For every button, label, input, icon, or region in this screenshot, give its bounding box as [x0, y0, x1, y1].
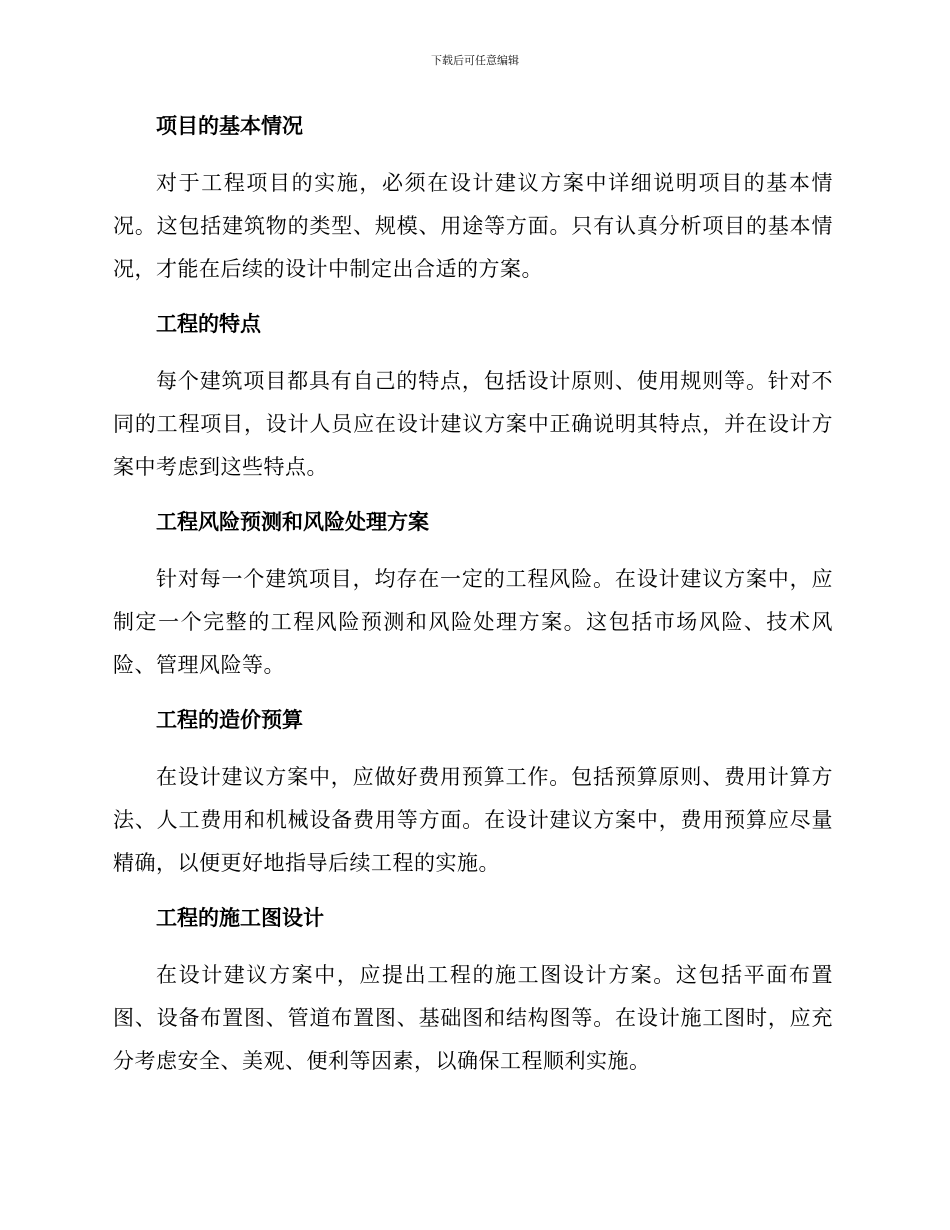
section-heading: 工程的造价预算 — [156, 707, 303, 732]
document-body — [113, 108, 833, 1098]
section-construction-drawings — [113, 900, 833, 1083]
section-paragraph: 在设计建议方案中，应做好费用预算工作。包括预算原则、费用计算方法、人工费用和机械设备费用等方面。在设计建议方案中，费用预算应尽量精确，以便更好地指导后续工程的实施。 — [113, 765, 833, 875]
section-paragraph: 对于工程项目的实施，必须在设计建议方案中详细说明项目的基本情况。这包括建筑物的类型、规模、用途等方面。只有认真分析项目的基本情况，才能在后续的设计中制定出合适的方案。 — [113, 171, 833, 281]
section-risk-plan — [113, 504, 833, 687]
page-header: 下载后可任意编辑 — [431, 54, 519, 67]
section-cost-budget — [113, 702, 833, 885]
section-paragraph: 在设计建议方案中，应提出工程的施工图设计方案。这包括平面布置图、设备布置图、管道布置图、基础图和结构图等。在设计施工图时，应充分考虑安全、美观、便利等因素，以确保工程顺利实施。 — [113, 963, 833, 1073]
section-heading: 工程风险预测和风险处理方案 — [156, 509, 429, 534]
section-heading: 工程的特点 — [156, 311, 261, 336]
section-paragraph: 针对每一个建筑项目，均存在一定的工程风险。在设计建议方案中，应制定一个完整的工程风险预测和风险处理方案。这包括市场风险、技术风险、管理风险等。 — [113, 567, 833, 677]
section-project-features — [113, 306, 833, 489]
section-paragraph: 每个建筑项目都具有自己的特点，包括设计原则、使用规则等。针对不同的工程项目，设计人员应在设计建议方案中正确说明其特点，并在设计方案中考虑到这些特点。 — [113, 369, 833, 479]
section-heading: 工程的施工图设计 — [156, 905, 324, 930]
section-project-basics — [113, 108, 833, 291]
section-heading: 项目的基本情况 — [156, 113, 303, 138]
